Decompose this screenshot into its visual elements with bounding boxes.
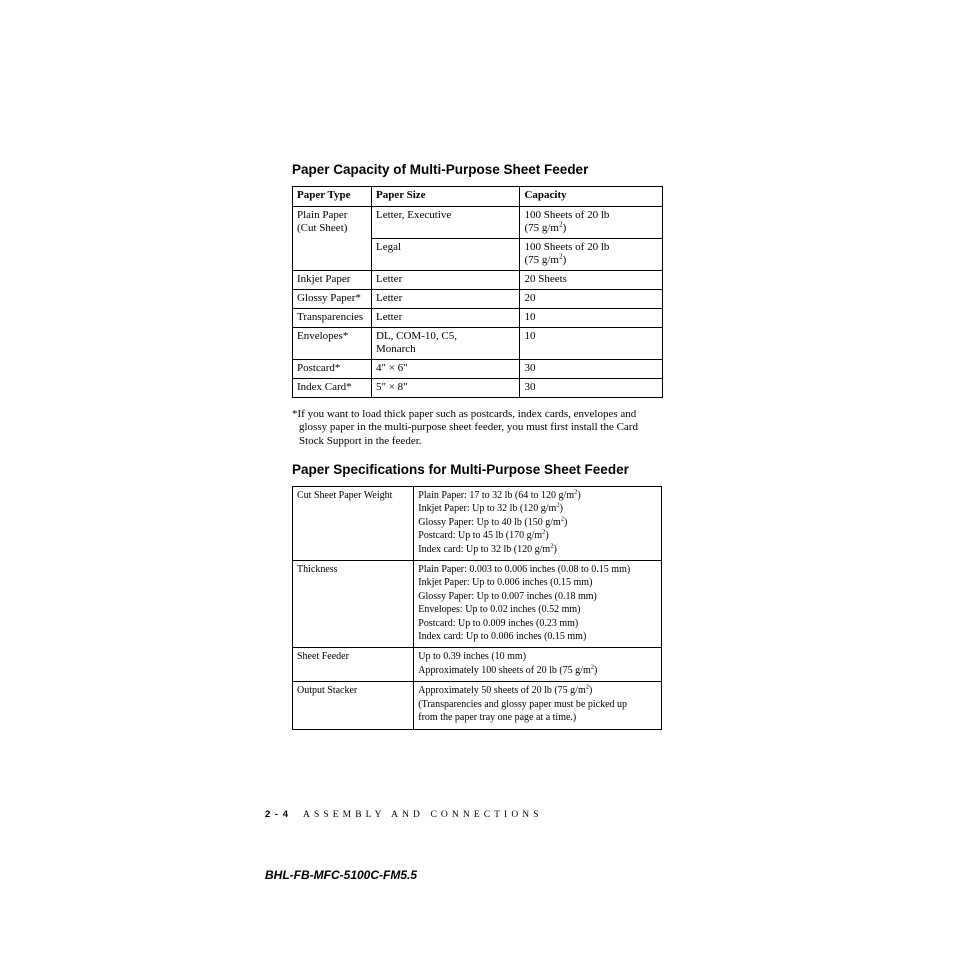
chapter-name: ASSEMBLY AND CONNECTIONS bbox=[303, 810, 543, 820]
cell-plain-capacity: 100 Sheets of 20 lb (75 $g/m^2$) bbox=[520, 207, 663, 239]
cell-inkjet-capacity: 20 Sheets bbox=[520, 271, 663, 290]
cell-glossy-capacity: 20 bbox=[520, 290, 663, 309]
table-row bbox=[293, 207, 663, 239]
document-id: BHL-FB-MFC-5100C-FM5.5 bbox=[265, 868, 418, 882]
cell-env-size: DL, COM-10, C5, Monarch bbox=[371, 328, 519, 360]
header-capacity: Capacity bbox=[520, 187, 663, 207]
cell-legal-size: Legal bbox=[371, 239, 519, 271]
table-row bbox=[293, 487, 662, 561]
cell-index-size: 5" × 8" bbox=[371, 379, 519, 398]
cell-index-type: Index Card* bbox=[293, 379, 372, 398]
table-row bbox=[293, 309, 663, 328]
cell-glossy-type: Glossy Paper* bbox=[293, 290, 372, 309]
cell-env-type: Envelopes* bbox=[293, 328, 372, 360]
table-row bbox=[293, 682, 662, 729]
table-row bbox=[293, 561, 662, 648]
cell-post-size: 4" × 6" bbox=[371, 360, 519, 379]
cell-env-capacity: 10 bbox=[520, 328, 663, 360]
cell-legal-capacity: 100 Sheets of 20 lb (75 $g/m^2$) bbox=[520, 239, 663, 271]
footnote-line: Stock Support in the feeder. bbox=[299, 434, 422, 447]
footnote bbox=[292, 408, 664, 448]
cell-trans-type: Transparencies bbox=[293, 309, 372, 328]
table-row bbox=[293, 360, 663, 379]
capacity-table bbox=[292, 186, 663, 398]
section-title-capacity: Paper Capacity of Multi-Purpose Sheet Feeder bbox=[292, 162, 589, 177]
specs-table bbox=[292, 486, 662, 730]
spec-label-stacker: Output Stacker bbox=[293, 682, 414, 729]
cell-plain-type: Plain Paper (Cut Sheet) bbox=[293, 207, 372, 271]
table-row bbox=[293, 271, 663, 290]
page-number: 2 - 4 bbox=[265, 809, 290, 820]
cell-post-type: Postcard* bbox=[293, 360, 372, 379]
table-row bbox=[293, 648, 662, 682]
cell-inkjet-type: Inkjet Paper bbox=[293, 271, 372, 290]
header-paper-size: Paper Size bbox=[371, 187, 519, 207]
footnote-line: *If you want to load thick paper such as postcards, index cards, envelopes and bbox=[292, 408, 637, 420]
table-row bbox=[293, 379, 663, 398]
spec-label-feeder: Sheet Feeder bbox=[293, 648, 414, 682]
spec-value-stacker: Approximately 50 sheets of 20 lb (75 $g/m^2$) (Transparencies and glossy paper must be picked up from the paper tray one page at a time.) bbox=[414, 682, 662, 729]
table-header-row bbox=[293, 187, 663, 207]
cell-glossy-size: Letter bbox=[371, 290, 519, 309]
cell-plain-size: Letter, Executive bbox=[371, 207, 519, 239]
cell-index-capacity: 30 bbox=[520, 379, 663, 398]
cell-trans-size: Letter bbox=[371, 309, 519, 328]
spec-label-thickness: Thickness bbox=[293, 561, 414, 648]
spec-value-feeder: Up to 0.39 inches (10 mm) Approximately 100 sheets of 20 lb (75 $g/m^2$) bbox=[414, 648, 662, 682]
page-footer bbox=[265, 809, 543, 820]
header-paper-type: Paper Type bbox=[293, 187, 372, 207]
footnote-line: glossy paper in the multi-purpose sheet feeder, you must first install the Card bbox=[299, 421, 638, 434]
table-row bbox=[293, 290, 663, 309]
spec-label-weight: Cut Sheet Paper Weight bbox=[293, 487, 414, 561]
cell-inkjet-size: Letter bbox=[371, 271, 519, 290]
spec-value-weight: Plain Paper: 17 to 32 lb (64 to 120 $g/m^2$) Inkjet Paper: Up to 32 lb (120 $g/m^2$) Glossy Paper: Up to 40 lb (150 $g/m^2$) Postcard: Up to 45 lb (170 $g/m^2$) Index card: Up to 32 lb (120 $g/m^2$) bbox=[414, 487, 662, 561]
spec-value-thickness: Plain Paper: 0.003 to 0.006 inches (0.08 to 0.15 mm) Inkjet Paper: Up to 0.006 inches (0.15 mm) Glossy Paper: Up to 0.007 inches (0.18 mm) Envelopes: Up to 0.02 inches (0.52 mm) Postcard: Up to 0.009 inches (0.23 mm) Index card: Up to 0.006 inches (0.15 mm) bbox=[414, 561, 662, 648]
cell-post-capacity: 30 bbox=[520, 360, 663, 379]
section-title-specs: Paper Specifications for Multi-Purpose Sheet Feeder bbox=[292, 462, 629, 477]
table-row bbox=[293, 328, 663, 360]
cell-trans-capacity: 10 bbox=[520, 309, 663, 328]
